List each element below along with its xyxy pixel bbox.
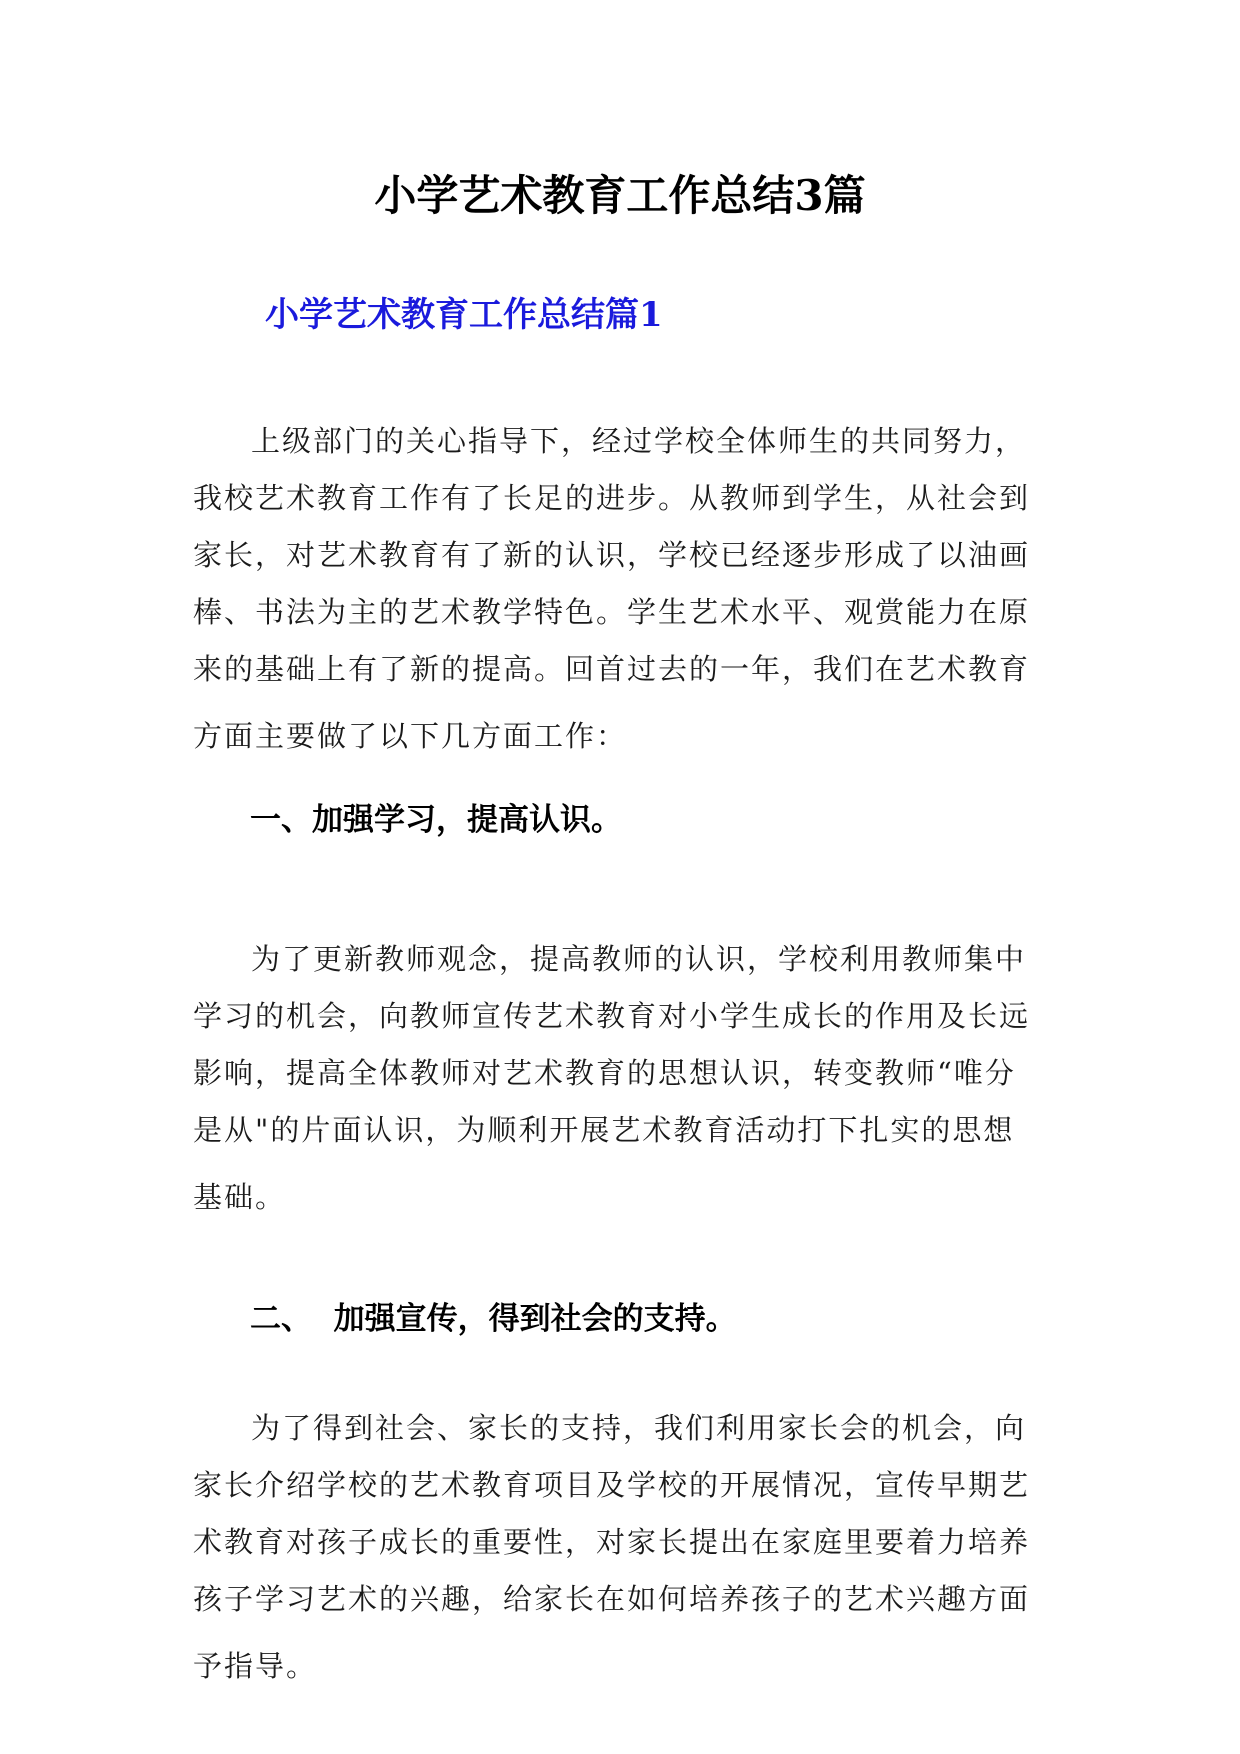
paragraph-line: 来的基础上有了新的提高。回首过去的一年，我们在艺术教育 [193,652,1031,686]
section-title: 小学艺术教育工作总结篇1 [265,295,663,335]
paragraph-line: 家长，对艺术教育有了新的认识，学校已经逐步形成了以油画 [193,538,1031,572]
paragraph-line: 我校艺术教育工作有了长足的进步。从教师到学生，从社会到 [193,481,1031,515]
paragraph-line: 棒、书法为主的艺术教学特色。学生艺术水平、观赏能力在原 [193,595,1031,629]
heading-strengthen-publicity: 二、 加强宣传，得到社会的支持。 [250,1301,737,1337]
paragraph-line: 学习的机会，向教师宣传艺术教育对小学生成长的作用及长远 [193,999,1031,1033]
paragraph-line: 术教育对孩子成长的重要性，对家长提出在家庭里要着力培养 [193,1525,1031,1559]
paragraph-line: 影响，提高全体教师对艺术教育的思想认识，转变教师“唯分 [193,1056,1016,1090]
paragraph-line: 孩子学习艺术的兴趣，给家长在如何培养孩子的艺术兴趣方面 [193,1582,1031,1616]
paragraph-line: 家长介绍学校的艺术教育项目及学校的开展情况，宣传早期艺 [193,1468,1031,1502]
paragraph-line: 上级部门的关心指导下，经过学校全体师生的共同努力， [251,424,1027,458]
page-title: 小学艺术教育工作总结3篇 [374,171,866,220]
paragraph-line: 基础。 [193,1180,287,1214]
paragraph-line: 方面主要做了以下几方面工作： [193,719,628,753]
paragraph-intro [193,413,1053,765]
paragraph-line: 为了更新教师观念，提高教师的认识，学校利用教师集中 [251,942,1027,976]
heading-strengthen-learning: 一、加强学习，提高认识。 [250,802,622,838]
paragraph-line: 为了得到社会、家长的支持，我们利用家长会的机会，向 [251,1411,1027,1445]
paragraph-line: 予指导。 [193,1649,318,1683]
paragraph-learning [193,931,1053,1226]
paragraph-line: 是从"的片面认识，为顺利开展艺术教育活动打下扎实的思想 [193,1113,1015,1147]
paragraph-publicity [193,1400,1053,1695]
